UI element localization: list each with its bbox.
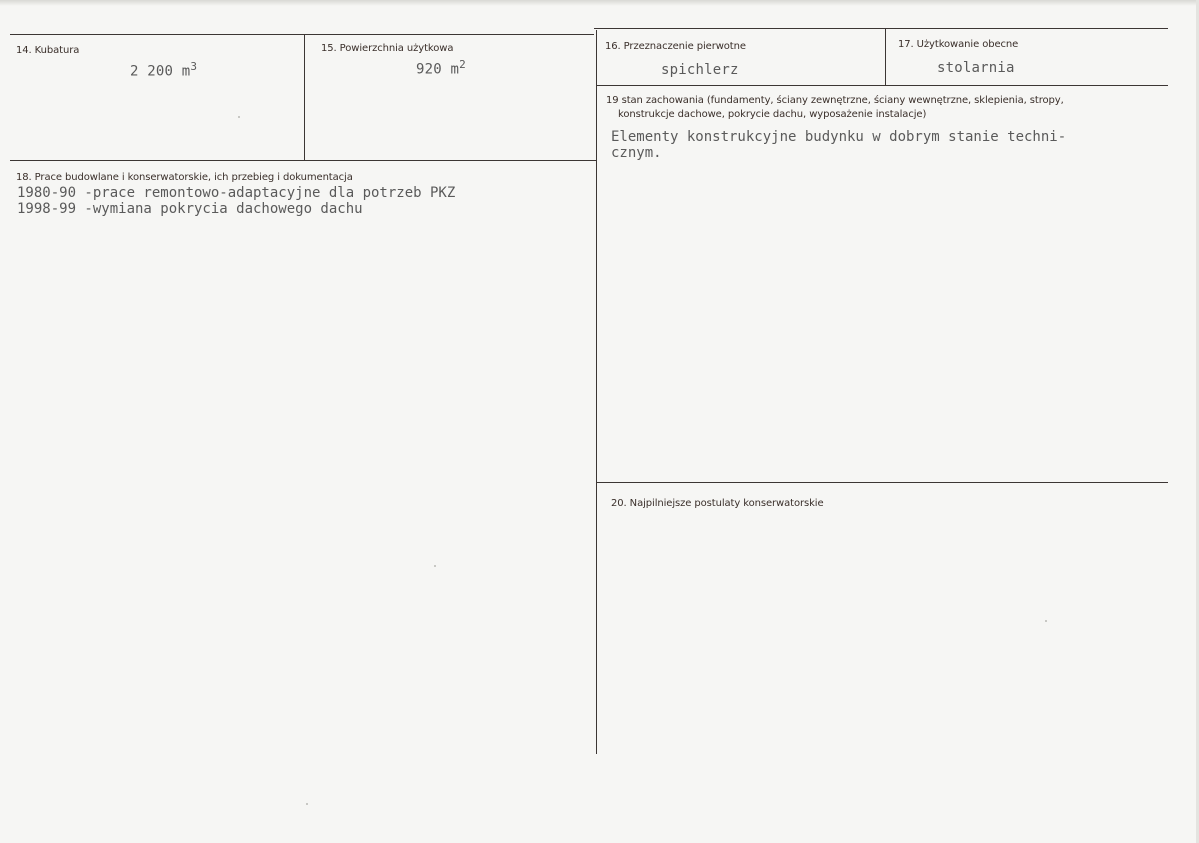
powierzchnia-value	[416, 58, 466, 78]
stan-zachowania-label-line2: konstrukcje dachowe, pokrycie dachu, wyposażenie instalacje)	[618, 109, 927, 120]
kubatura-label: 14. Kubatura	[16, 45, 80, 56]
rule-above-20	[596, 482, 1168, 483]
powierzchnia-number: 920 m	[416, 61, 460, 78]
top-rule-right	[594, 28, 1168, 29]
powierzchnia-unit-exponent: 2	[459, 58, 466, 71]
postulaty-label: 20. Najpilniejsze postulaty konserwatorskie	[611, 498, 824, 509]
stan-zachowania-label-line1: 19 stan zachowania (fundamenty, ściany zewnętrzne, ściany wewnętrzne, sklepienia, stropy,	[606, 95, 1064, 106]
stan-zachowania-text-line2: cznym.	[611, 145, 662, 161]
rule-under-16-17	[596, 85, 1168, 86]
paper-speck	[434, 565, 436, 567]
prace-entry-1: 1980-90 -prace remontowo-adaptacyjne dla potrzeb PKZ	[17, 185, 456, 201]
card-top-shadow	[0, 0, 1199, 6]
stan-zachowania-label	[606, 94, 1064, 122]
prace-entry-2: 1998-99 -wymiana pokrycia dachowego dachu	[17, 201, 363, 217]
paper-speck	[1045, 620, 1047, 622]
stan-zachowania-text-line1: Elementy konstrukcyjne budynku w dobrym stanie techni-	[611, 129, 1067, 145]
przeznaczenie-value: spichlerz	[661, 62, 739, 78]
divider-16-17	[885, 28, 886, 85]
paper-speck	[306, 803, 308, 805]
rule-under-14-15	[10, 160, 597, 161]
przeznaczenie-label: 16. Przeznaczenie pierwotne	[605, 41, 746, 52]
powierzchnia-label: 15. Powierzchnia użytkowa	[321, 43, 454, 54]
prace-label: 18. Prace budowlane i konserwatorskie, ich przebieg i dokumentacja	[16, 172, 353, 183]
top-rule	[10, 34, 594, 35]
uzytkowanie-value: stolarnia	[937, 60, 1015, 76]
prace-entries	[17, 185, 455, 217]
kubatura-unit-exponent: 3	[190, 60, 198, 73]
divider-14-15	[304, 34, 305, 160]
divider-15-16	[596, 30, 597, 754]
kubatura-value	[130, 60, 197, 80]
stan-zachowania-text	[611, 129, 1066, 161]
kubatura-number: 2 200 m	[130, 63, 191, 80]
uzytkowanie-label: 17. Użytkowanie obecne	[898, 39, 1019, 50]
paper-speck	[238, 116, 240, 118]
